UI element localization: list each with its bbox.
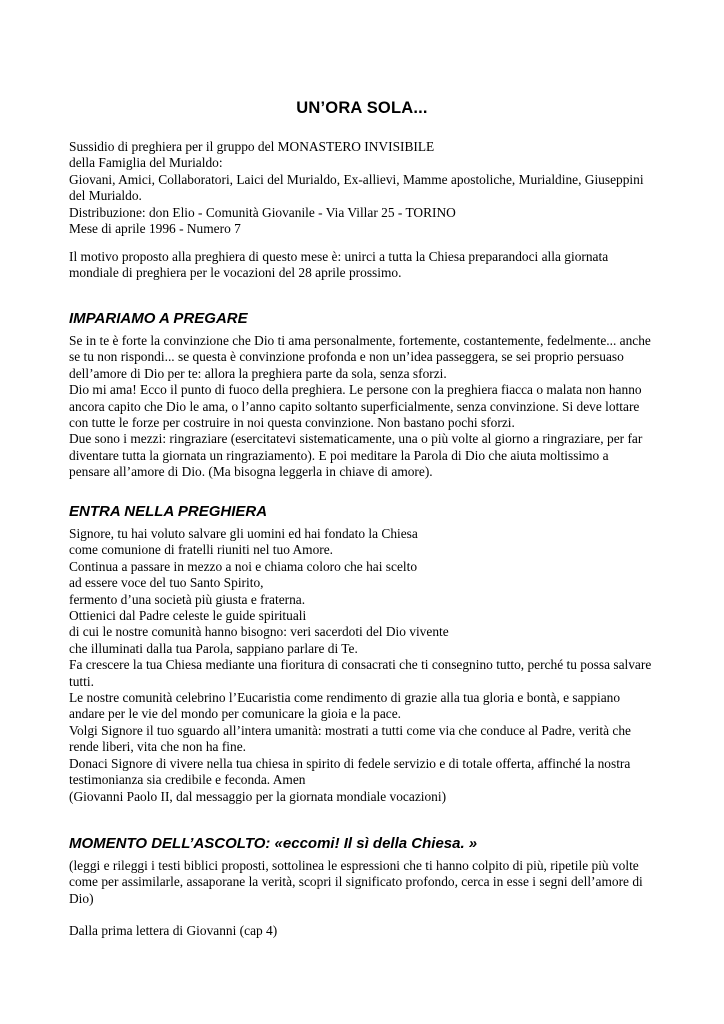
prayer-line: Volgi Signore il tuo sguardo all’intera umanità: mostrati a tutti come via che conduce al Padre, verità che xyxy=(69,722,631,738)
section-body-ascolto xyxy=(69,858,669,907)
intro-line: Mese di aprile 1996 - Numero 7 xyxy=(69,221,241,237)
body-line: diventare tutta la giornata un ringraziamento). E poi meditare la Parola di Dio che aiuta moltissimo a xyxy=(69,447,609,463)
prayer-line: Signore, tu hai voluto salvare gli uomini ed hai fondato la Chiesa xyxy=(69,526,418,541)
prayer-line: Le nostre comunità celebrino l’Eucaristia come rendimento di grazie alla tua gloria e bontà, e sappiano xyxy=(69,690,621,706)
section-heading-entra: ENTRA NELLA PREGHIERA xyxy=(69,503,268,520)
prayer-line: testimonianza sia credibile e feconda. Amen xyxy=(69,772,306,788)
prayer-line: Donaci Signore di vivere nella tua chiesa in spirito di fedele servizio e di totale offerta, affinché la nostra xyxy=(69,755,631,771)
intro-line: Distribuzione: don Elio - Comunità Giovanile - Via Villar 25 - TORINO xyxy=(69,204,456,220)
body-line: con tutte le forze per costruire in noi questa convinzione. Non bastano pochi sforzi. xyxy=(69,415,515,431)
prayer-line: di cui le nostre comunità hanno bisogno: veri sacerdoti del Dio vivente xyxy=(69,624,449,640)
intro-line: della Famiglia del Murialdo: xyxy=(69,155,223,171)
body-line: Dio mi ama! Ecco il punto di fuoco della preghiera. Le persone con la preghiera fiacca o malata non hanno xyxy=(69,382,642,398)
intro-block xyxy=(69,139,669,237)
reading-intro xyxy=(69,923,669,939)
body-line: (leggi e rileggi i testi biblici proposti, sottolinea le espressioni che ti hanno colpito di più, ripetile più volte xyxy=(69,858,639,873)
body-line: pensare all’amore di Dio. (Ma bisogna leggerla in chiave di amore). xyxy=(69,464,433,480)
intro-line: Giovani, Amici, Collaboratori, Laici del Murialdo, Ex-allievi, Mamme apostoliche, Murialdine, Giuseppini xyxy=(69,171,644,187)
section-heading-impariamo: IMPARIAMO A PREGARE xyxy=(69,310,248,327)
body-line: come per assimilarle, assaporane la verità, scopri il significato profondo, cerca in esse i segni dell’amore di xyxy=(69,874,643,890)
section-body-entra xyxy=(69,526,669,805)
purpose-block xyxy=(69,249,669,282)
intro-line: del Murialdo. xyxy=(69,188,142,204)
section-heading-ascolto: MOMENTO DELL’ASCOLTO: «eccomi! Il sì della Chiesa. » xyxy=(69,835,478,852)
body-line: Dio) xyxy=(69,890,94,906)
prayer-line: fermento d’una società più giusta e fraterna. xyxy=(69,591,306,607)
body-line: Se in te è forte la convinzione che Dio ti ama personalmente, fortemente, costantemente, fedelmente... anche xyxy=(69,333,651,348)
purpose-line: mondiale di preghiera per le vocazioni del 28 aprile prossimo. xyxy=(69,265,402,281)
body-line: ancora capito che Dio le ama, o l’anno capito soltanto superficialmente, senza convinzione. Si deve lottare xyxy=(69,398,640,414)
prayer-line: che illuminati dalla tua Parola, sappiano parlare di Te. xyxy=(69,640,358,656)
prayer-line: andare per le vie del mondo per comunicare la gioia e la pace. xyxy=(69,706,402,722)
body-line: dell’amore di Dio per te: allora la preghiera parte da sola, senza sforzi. xyxy=(69,365,447,381)
body-line: Due sono i mezzi: ringraziare (esercitatevi sistematicamente, una o più volte al giorno a ringraziare, per far xyxy=(69,431,643,447)
body-line: se tu non rispondi... se questa è convinzione profonda e non un’idea passeggera, se sei proprio persuaso xyxy=(69,349,624,365)
intro-line: Sussidio di preghiera per il gruppo del MONASTERO INVISIBILE xyxy=(69,139,435,154)
purpose-line: Il motivo proposto alla preghiera di questo mese è: unirci a tutta la Chiesa preparandoci alla giornata xyxy=(69,249,609,264)
prayer-line: Ottienici dal Padre celeste le guide spirituali xyxy=(69,608,307,624)
prayer-citation: (Giovanni Paolo II, dal messaggio per la giornata mondiale vocazioni) xyxy=(69,788,447,804)
prayer-line: tutti. xyxy=(69,673,94,689)
section-body-impariamo xyxy=(69,333,669,481)
reading-intro-line: Dalla prima lettera di Giovanni (cap 4) xyxy=(69,923,278,938)
prayer-line: Fa crescere la tua Chiesa mediante una fioritura di consacrati che ti consegnino tutto, perché tu possa salvare xyxy=(69,657,652,673)
prayer-line: come comunione di fratelli riuniti nel tuo Amore. xyxy=(69,542,334,558)
prayer-line: rende liberi, vita che non ha fine. xyxy=(69,739,246,755)
prayer-line: Continua a passare in mezzo a noi e chiama coloro che hai scelto xyxy=(69,558,418,574)
prayer-line: ad essere voce del tuo Santo Spirito, xyxy=(69,575,264,591)
document-title: UN’ORA SOLA... xyxy=(296,99,428,117)
